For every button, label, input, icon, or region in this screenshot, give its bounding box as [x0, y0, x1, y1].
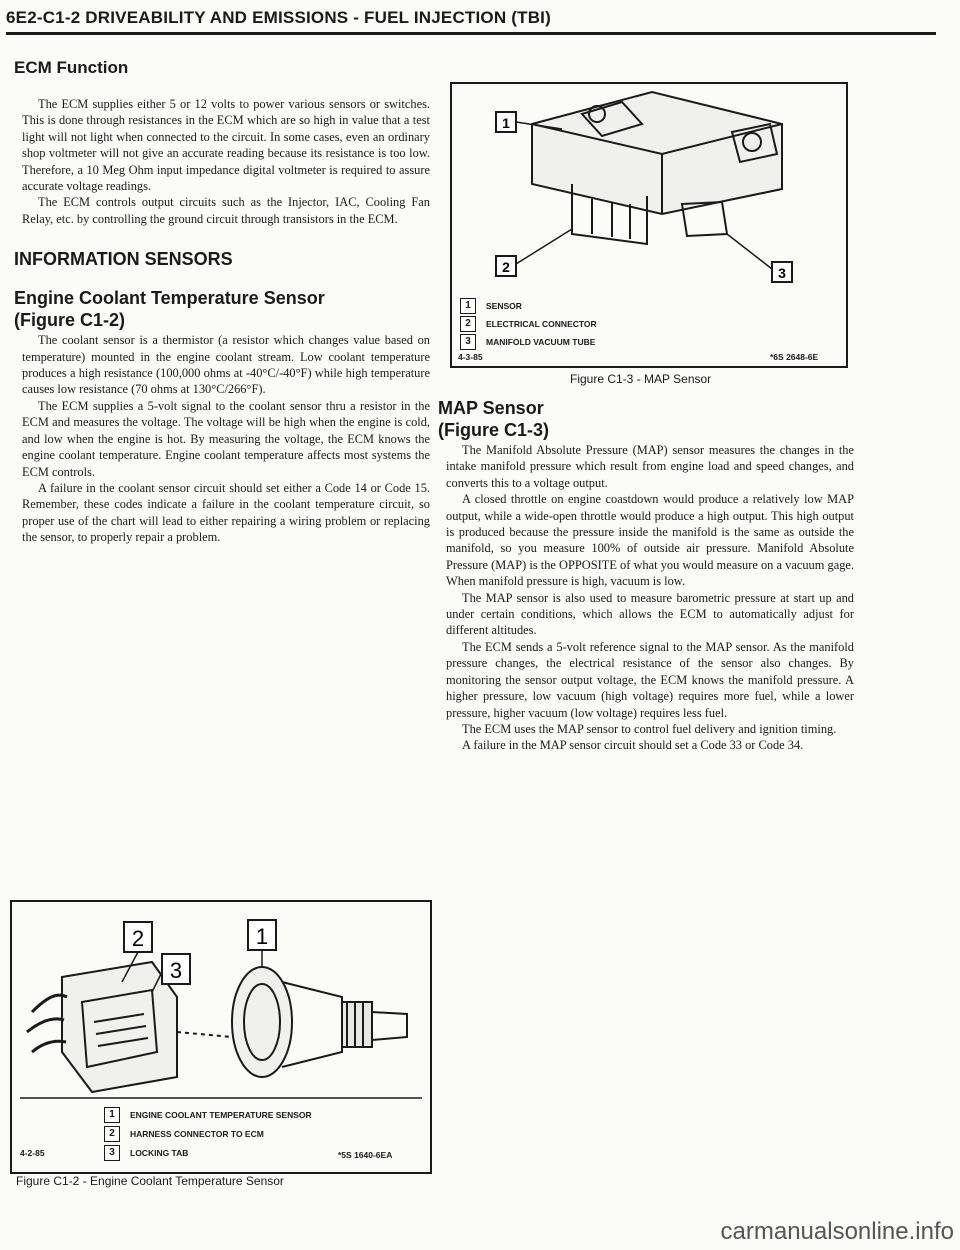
callout-1 [248, 920, 276, 968]
svg-text:3: 3 [778, 265, 786, 281]
fig-c1-3-legend-2: 2 ELECTRICAL CONNECTOR [460, 316, 597, 332]
fig-c1-3-legend-1: 1 SENSOR [460, 298, 522, 314]
map-sensor-heading-line1: MAP Sensor [438, 398, 544, 418]
svg-text:3: 3 [169, 958, 183, 983]
ecm-paragraph-2: The ECM controls output circuits such as the Injector, IAC, Cooling Fan Relay, etc. by controlling the ground circuit through transistors in the ECM. [22, 195, 430, 226]
harness-connector-drawing [27, 962, 177, 1092]
coolant-paragraph-1: The coolant sensor is a thermistor (a resistor which changes value based on temperature) mounted in the engine coolant stream. Low coolant temperature produces a high resistance (100,000 ohms at -40°C/-40°F) while high temperature causes low resistance (70 ohms at 130°C/266°F). [22, 333, 430, 397]
fig-c1-2-legend-3: 3 LOCKING TAB [104, 1145, 188, 1161]
information-sensors-heading: INFORMATION SENSORS [14, 249, 233, 270]
figure-c1-2 [10, 900, 432, 1174]
map-paragraph-1: The Manifold Absolute Pressure (MAP) sensor measures the changes in the intake manifold pressure which result from engine load and speed changes, and converts this to a voltage output. [446, 443, 854, 490]
fig-c1-2-date-code: 4-2-85 [20, 1148, 45, 1158]
fig-c1-3-part-code: *6S 2648-6E [770, 352, 819, 362]
coolant-paragraph-2: The ECM supplies a 5-volt signal to the coolant sensor thru a resistor in the ECM and measures the voltage. The voltage will be high when the engine is cold, and low when the engine is hot. By measuring the voltage, the ECM knows the engine coolant temperature. Engine coolant temperature affects most systems the ECM controls. [22, 398, 430, 479]
coolant-paragraph-3: A failure in the coolant sensor circuit should set either a Code 14 or Code 15. Remember, these codes indicate a failure in the coolant temperature circuit, so proper use of the chart will lead to either repairing a wiring problem or replacing the sensor, to properly repair a problem. [22, 480, 430, 545]
svg-text:2: 2 [131, 926, 145, 951]
fig-c1-3-caption: Figure C1-3 - MAP Sensor [570, 372, 712, 386]
svg-text:1: 1 [255, 924, 269, 949]
fig-c1-2-legend-2: 2 HARNESS CONNECTOR TO ECM [104, 1126, 264, 1142]
callout-3 [727, 234, 792, 282]
right-column [438, 398, 854, 754]
header-rule [6, 32, 936, 35]
map-paragraph-3: The MAP sensor is also used to measure barometric pressure at start up and under certain conditions, which allows the ECM to automatically adjust for different altitudes. [446, 590, 854, 638]
svg-text:2: 2 [502, 259, 510, 275]
map-paragraph-4: The ECM sends a 5-volt reference signal to the MAP sensor. As the manifold pressure changes, the electrical resistance of the sensor also changes. By monitoring the sensor output voltage, the ECM knows the manifold pressure. A higher pressure, low vacuum (high voltage) requires more fuel, while a lower pressure, higher vacuum (low voltage) requires less fuel. [446, 639, 854, 720]
ecm-function-heading: ECM Function [14, 58, 129, 77]
coolant-sensor-drawing [177, 967, 407, 1077]
figure-c1-3 [450, 82, 848, 298]
map-paragraph-5: The ECM uses the MAP sensor to control fuel delivery and ignition timing. [462, 721, 837, 736]
fig-c1-2-caption: Figure C1-2 - Engine Coolant Temperature Sensor [16, 1174, 284, 1188]
coolant-sensor-heading-line2: (Figure C1-2) [14, 310, 126, 331]
map-sensor-drawing [532, 92, 782, 244]
left-column [14, 58, 430, 546]
fig-c1-3-date-code: 4-3-85 [458, 352, 483, 362]
map-sensor-illustration [452, 84, 846, 296]
watermark: carmanualsonline.info [720, 1218, 954, 1245]
svg-text:1: 1 [502, 115, 510, 131]
fig-c1-3-legend-3: 3 MANIFOLD VACUUM TUBE [460, 334, 595, 350]
fig-c1-2-legend-1: 1 ENGINE COOLANT TEMPERATURE SENSOR [104, 1107, 312, 1123]
map-paragraph-2: A closed throttle on engine coastdown would produce a relatively low MAP output, while a wide-open throttle would produce a high output. This high output is produced because the pressure inside the manifold is the same as outside the manifold, so you measure 100% of outside air pressure. Manifold Absolute Pressure (MAP) is the OPPOSITE of what you would measure on a vacuum gage. When manifold pressure is high, vacuum is low. [446, 492, 854, 589]
map-sensor-heading-line2: (Figure C1-3) [438, 420, 550, 440]
map-paragraph-6: A failure in the MAP sensor circuit should set a Code 33 or Code 34. [462, 738, 804, 753]
callout-2 [496, 229, 572, 276]
coolant-sensor-heading-line1: Engine Coolant Temperature Sensor [14, 288, 325, 309]
figure-c1-3-legend [450, 294, 848, 368]
fig-c1-2-part-code: *5S 1640-6EA [338, 1150, 393, 1160]
ecm-paragraph-1: The ECM supplies either 5 or 12 volts to power various sensors or switches. This is done through resistances in the ECM which are so high in value that a test light will not light when connected to the circuit. In some cases, even an ordinary shop voltmeter will not give an accurate reading because its resistance is too low. Therefore, a 10 Meg Ohm input impedance digital voltmeter is required to assure accurate voltage readings. [22, 97, 430, 194]
page-header: 6E2-C1-2 DRIVEABILITY AND EMISSIONS - FUEL INJECTION (TBI) [6, 8, 551, 27]
